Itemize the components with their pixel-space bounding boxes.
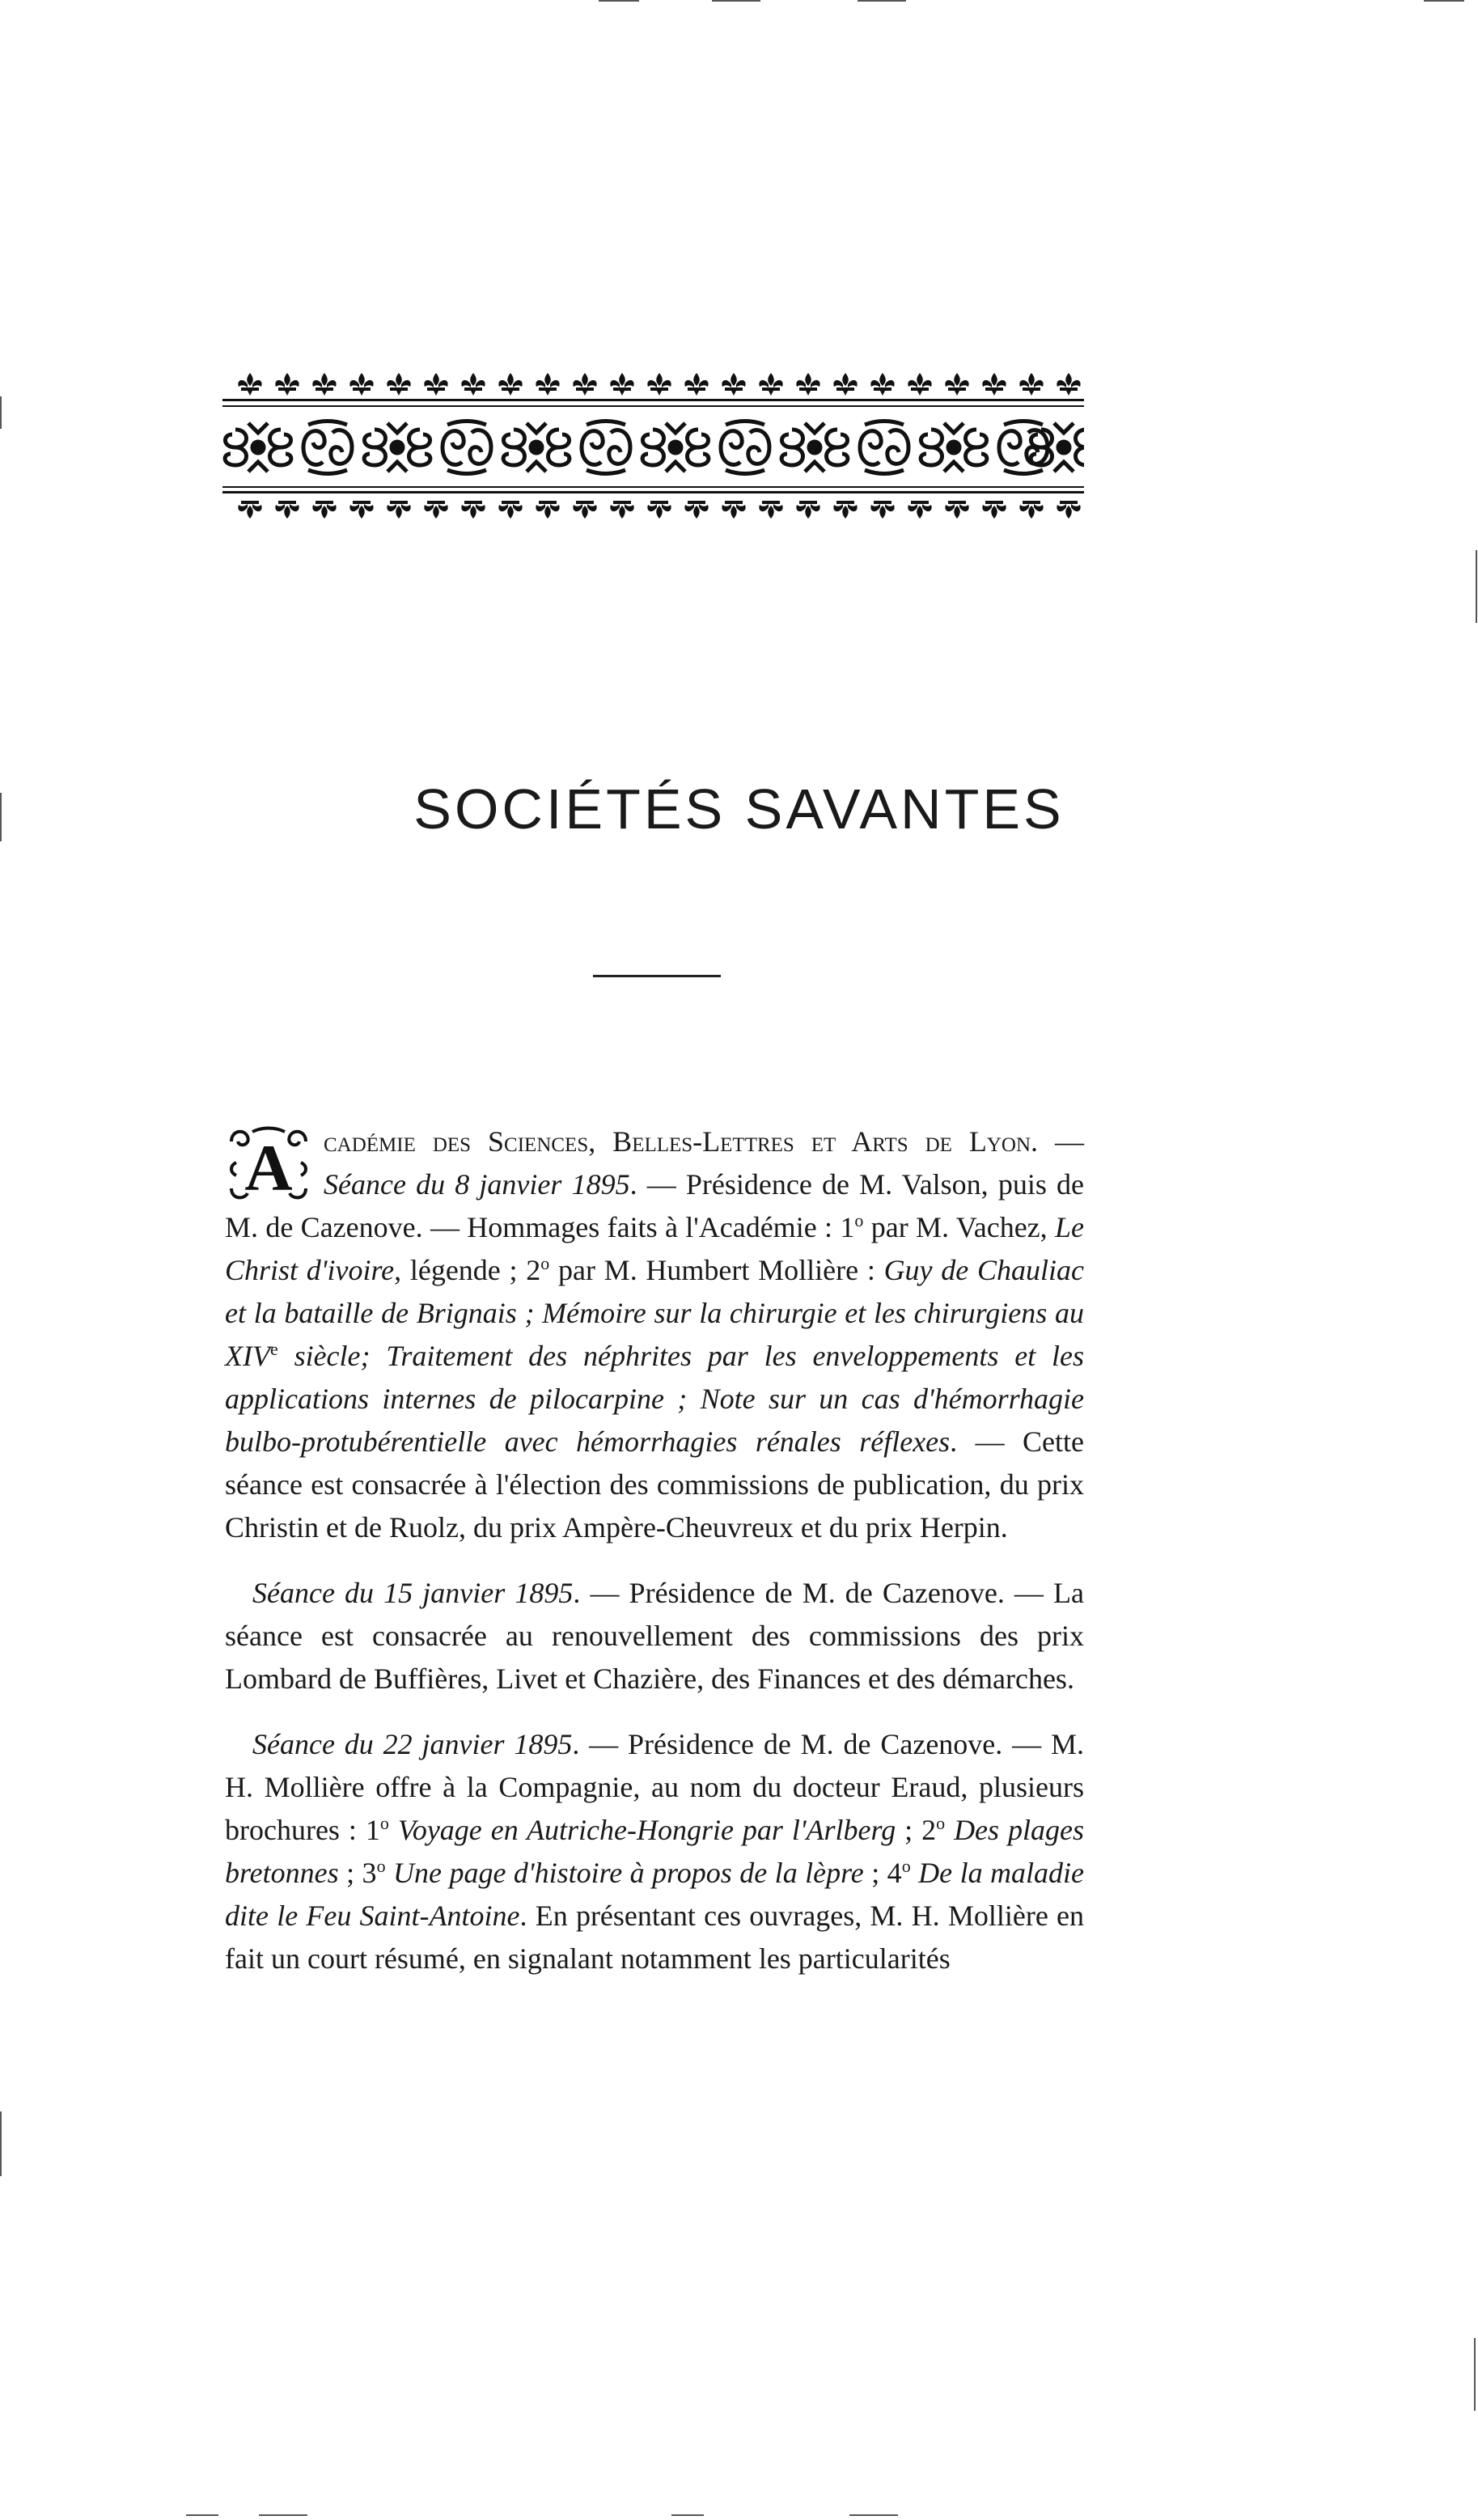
scan-mark <box>849 2514 898 2516</box>
text-run: o <box>379 1813 389 1833</box>
text-run: o <box>376 1856 386 1876</box>
article-body <box>225 1120 1084 1980</box>
text-run: . — Présidence de M. Valson, puis de M. de Cazenove. — Hommages faits à l'Académie : 1 <box>225 1168 1085 1243</box>
text-run: par M. Humbert Mollière : <box>549 1254 884 1286</box>
paragraph-seance-15-janvier <box>225 1572 1084 1700</box>
scan-mark <box>1476 550 1477 623</box>
text-run: . — Présidence de M. de Cazenove. — M. H. Mollière offre à la Compagnie, au nom du docteur Eraud, plusieurs brochures : 1 <box>225 1728 1084 1846</box>
paragraph-academie <box>225 1120 1084 1549</box>
scan-mark <box>0 396 2 429</box>
text-run: Voyage en Autriche-Hongrie par l'Arlberg <box>397 1814 896 1846</box>
scan-mark <box>712 0 760 2</box>
text-run: o <box>901 1856 911 1876</box>
text-run: cadémie des Sciences, Belles-Lettres et Arts de Lyon. <box>324 1125 1039 1158</box>
scan-mark <box>858 0 906 2</box>
text-run: ; 3 <box>338 1857 377 1889</box>
scan-mark <box>599 0 639 2</box>
text-run: o <box>854 1210 864 1230</box>
text-run: , légende ; 2 <box>394 1254 541 1286</box>
text-run: — <box>1038 1125 1085 1158</box>
page-title: SOCIÉTÉS SAVANTES <box>413 777 1065 841</box>
text-run: o <box>540 1253 550 1273</box>
text-run: . En présentant ces ouvrages, M. H. Mollière en fait un court résumé, en signalant notamment les particularités <box>225 1900 1084 1975</box>
text-run: Séance du 8 janvier 1895 <box>324 1168 630 1201</box>
fleuron-row-top <box>238 373 1080 396</box>
text-run <box>945 1814 954 1846</box>
text-run: ; 4 <box>863 1857 902 1889</box>
scan-mark <box>259 2514 307 2516</box>
text-run: Le Christ d'ivoire <box>225 1211 1085 1286</box>
scan-mark <box>1424 0 1464 2</box>
text-run: Des plages bretonnes <box>225 1814 1084 1889</box>
svg-text:A: A <box>244 1131 293 1202</box>
paragraph-seance-22-janvier <box>225 1723 1084 1980</box>
text-run: Guy de Chauliac et la bataille de Brignais ; Mémoire sur la chirurgie et les chirurgiens au XIV <box>225 1254 1084 1372</box>
text-run: Séance du 15 janvier 1895 <box>252 1577 574 1609</box>
text-run: o <box>936 1813 946 1833</box>
text-run: . — Présidence de M. de Cazenove. — La séance est consacrée au renouvellement des commissions des prix Lombard de Buffières, Livet et Chazière, des Finances et des démarches. <box>225 1577 1085 1695</box>
text-run: . — Cette séance est consacrée à l'élection des commissions de publication, du prix Christin et de Ruolz, du prix Ampère-Cheuvreux et du prix Herpin. <box>225 1425 1084 1544</box>
text-run: par M. Vachez, <box>863 1211 1056 1243</box>
text-run <box>386 1857 393 1889</box>
scan-mark <box>0 2111 2 2176</box>
scan-mark <box>671 2514 704 2516</box>
text-run: Une page d'histoire à propos de la lèpre <box>393 1857 864 1889</box>
scan-mark <box>1474 2338 1476 2411</box>
text-run: siècle; Traitement des néphrites par les enveloppements et les applications internes de pilocarpine ; Note sur un cas d'hémorrhagie bulbo-protubérentielle avec hémorrhagies rénales réflexes <box>225 1340 1084 1458</box>
scrollwork-row <box>225 421 1084 474</box>
title-divider <box>593 975 721 977</box>
text-run: Séance du 22 janvier 1895 <box>252 1728 573 1760</box>
text-run: De la maladie dite le Feu Saint-Antoine <box>225 1857 1084 1932</box>
scan-mark <box>186 2514 218 2516</box>
text-run <box>389 1814 398 1846</box>
text-run: e <box>269 1339 278 1359</box>
ornamental-header-band <box>222 368 1084 522</box>
text-run <box>911 1857 918 1889</box>
text-run: ; 2 <box>896 1814 937 1846</box>
fleuron-row-bottom <box>238 501 1080 519</box>
ornamental-drop-cap <box>225 1125 312 1202</box>
